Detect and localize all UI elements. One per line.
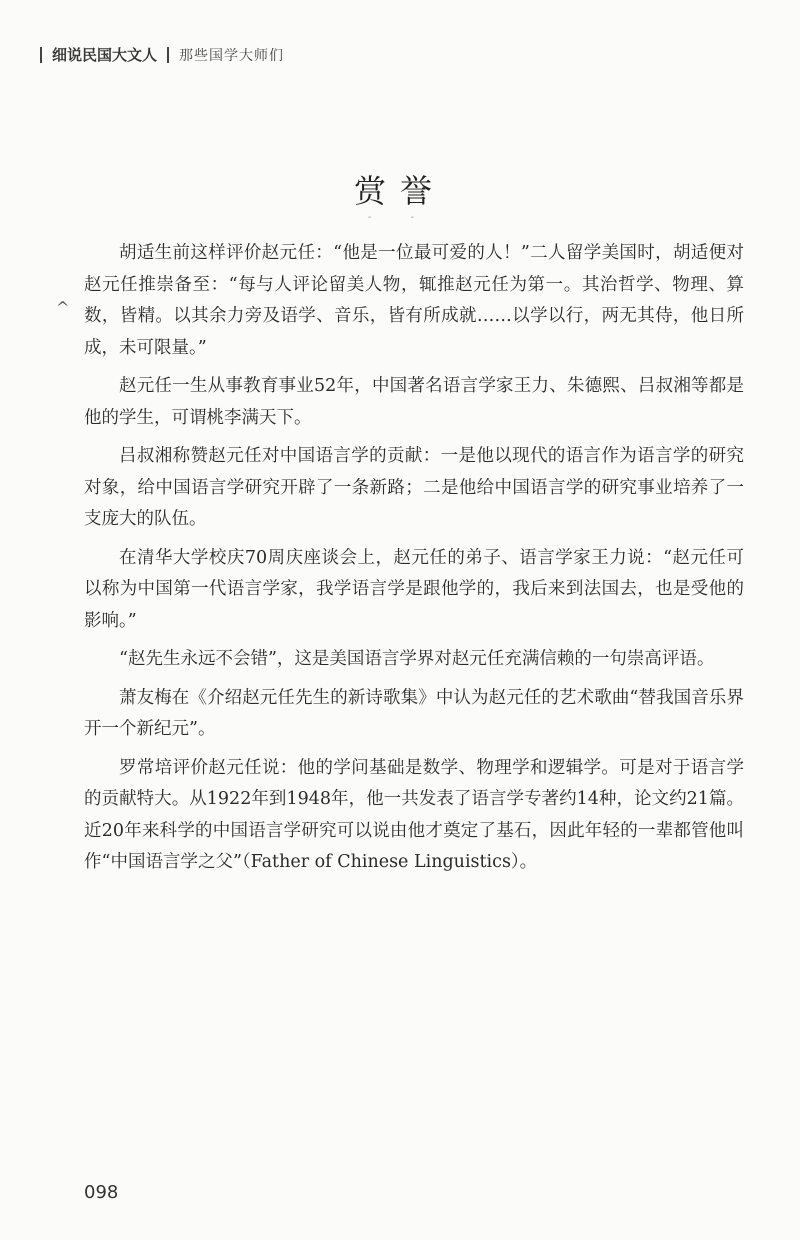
header-divider-left [40, 47, 42, 63]
series-title: 那些国学大师们 [179, 47, 285, 64]
page-number: 098 [84, 1182, 119, 1203]
paragraph-hu-shi: 胡适生前这样评价赵元任：“他是一位最可爱的人！”二人留学美国时，胡适便对赵元任推崇备至：“每与人评论留美人物，辄推赵元任为第一。其治哲学、物理、算数，皆精。以其余力旁及语学、音乐，皆有所成就……以学以行，两无其侍，他日所成，未可限量。” [84, 243, 744, 358]
paragraph-lv-shuxiang: 吕叔湘称赞赵元任对中国语言学的贡献：一是他以现代的语言作为语言学的研究对象，给中国语言学研究开辟了一条新路；二是他给中国语言学的研究事业培养了一支庞大的队伍。 [84, 446, 744, 529]
section-title: 赏誉 [353, 172, 446, 210]
paragraph-education: 赵元任一生从事教育事业52年，中国著名语言学家王力、朱德熙、吕叔湘等都是他的学生，可谓桃李满天下。 [84, 376, 744, 428]
body-text [84, 238, 744, 886]
title-ornament: - - [368, 212, 432, 223]
paragraph-luo-changpei: 罗常培评价赵元任说：他的学问基础是数学、物理学和逻辑学。可是对于语言学的贡献特大。从1922年到1948年，他一共发表了语言学专著约14种，论文约21篇。近20年来科学的中国语言学研究可以说由他才奠定了基石，因此年轻的一辈都管他叫作“中国语言学之父”（Father of Chinese Linguistics）。 [84, 757, 744, 872]
paragraph-american-praise: “赵先生永远不会错”，这是美国语言学界对赵元任充满信赖的一句崇高评语。 [119, 649, 715, 669]
paragraph-xiao-youmei: 萧友梅在《介绍赵元任先生的新诗歌集》中认为赵元任的艺术歌曲“替我国音乐界开一个新纪元”。 [84, 687, 744, 739]
margin-mark: ^ [56, 298, 70, 317]
header-divider-right [167, 47, 169, 63]
book-title: 细说民国大文人 [52, 46, 158, 64]
running-header [40, 44, 284, 65]
paragraph-wang-li: 在清华大学校庆70周庆座谈会上，赵元任的弟子、语言学家王力说：“赵元任可以称为中国第一代语言学家，我学语言学是跟他学的，我后来到法国去，也是受他的影响。” [84, 547, 744, 631]
